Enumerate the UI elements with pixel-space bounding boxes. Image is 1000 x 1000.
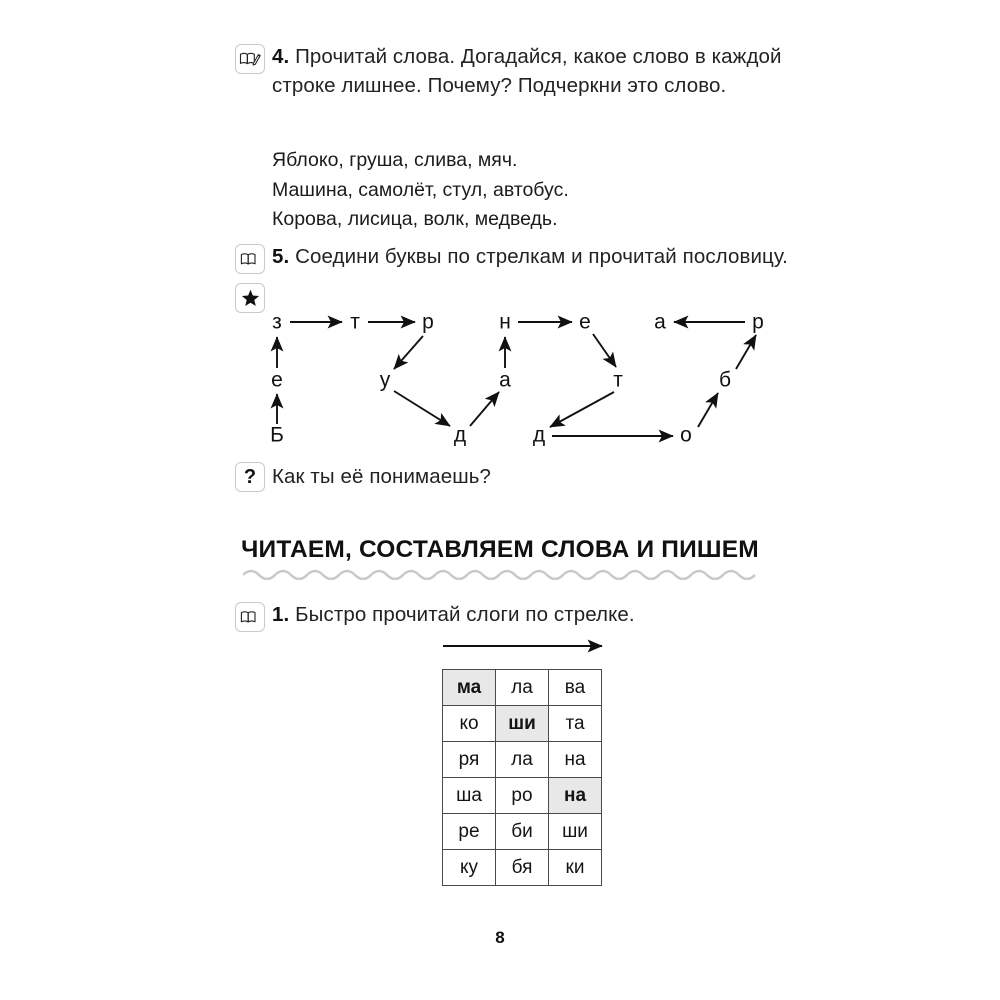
- task-1-number: 1.: [272, 603, 290, 626]
- task-1-icons: [228, 600, 272, 632]
- syllable-cell[interactable]: та: [549, 706, 602, 742]
- syllable-cell[interactable]: ши: [496, 706, 549, 742]
- question-mark-glyph: ?: [243, 466, 257, 488]
- word-line: Машина, самолёт, стул, автобус.: [272, 178, 569, 201]
- diagram-node: е: [271, 368, 283, 392]
- question-icons: [228, 460, 272, 492]
- question-mark-icon: [235, 462, 265, 492]
- task-5-instruction: Соедини буквы по стрелкам и прочитай пословицу.: [295, 245, 788, 268]
- syllable-cell[interactable]: ку: [443, 850, 496, 886]
- syllable-cell[interactable]: бя: [496, 850, 549, 886]
- task-5-text: [272, 242, 788, 271]
- word-line: Корова, лисица, волк, медведь.: [272, 208, 558, 230]
- syllable-cell[interactable]: ла: [496, 742, 549, 778]
- task-4-text: [272, 42, 828, 100]
- diagram-node: б: [718, 368, 732, 392]
- diagram-node: а: [654, 310, 666, 334]
- task-1-block: [228, 600, 828, 632]
- task-1-text: [272, 600, 635, 629]
- task-1-instruction: Быстро прочитай слоги по стрелке.: [295, 603, 635, 626]
- syllable-cell[interactable]: на: [549, 742, 602, 778]
- syllable-cell[interactable]: на: [549, 778, 602, 814]
- wavy-divider: [243, 566, 757, 580]
- table-row: [443, 778, 602, 814]
- question-instruction: Как ты её понимаешь?: [272, 465, 492, 488]
- word-line: Яблоко, груша, слива, мяч.: [272, 149, 518, 171]
- table-row: [443, 850, 602, 886]
- table-row: [443, 814, 602, 850]
- diagram-node: у: [379, 368, 391, 392]
- book-pencil-icon: [235, 44, 265, 74]
- diagram-node: е: [579, 310, 591, 334]
- section-title: ЧИТАЕМ, СОСТАВЛЯЕМ СЛОВА И ПИШЕМ: [241, 536, 759, 563]
- syllable-cell[interactable]: ро: [496, 778, 549, 814]
- diagram-node: Б: [270, 423, 284, 447]
- syllable-cell[interactable]: ши: [549, 814, 602, 850]
- word-list: [272, 146, 569, 235]
- table-row: [443, 670, 602, 706]
- question-block: [228, 460, 828, 492]
- task-4-number: 4.: [272, 45, 290, 68]
- syllable-cell[interactable]: ма: [443, 670, 496, 706]
- book-icon: [235, 244, 265, 274]
- diagram-node: т: [350, 310, 360, 334]
- syllable-cell[interactable]: ко: [443, 706, 496, 742]
- syllable-cell[interactable]: ря: [443, 742, 496, 778]
- diagram-node: р: [752, 310, 764, 334]
- task-4-icons: [228, 42, 272, 74]
- book-icon: [235, 602, 265, 632]
- syllable-table: [442, 669, 602, 886]
- diagram-node: н: [499, 310, 511, 334]
- diagram-node: р: [422, 310, 434, 334]
- syllable-cell[interactable]: ре: [443, 814, 496, 850]
- diagram-node: т: [613, 368, 623, 392]
- syllable-cell[interactable]: ла: [496, 670, 549, 706]
- question-text: [272, 460, 491, 491]
- syllable-cell[interactable]: би: [496, 814, 549, 850]
- diagram-node: а: [499, 368, 511, 392]
- diagram-node: з: [272, 310, 282, 334]
- task-4-block: [228, 42, 828, 100]
- table-row: [443, 706, 602, 742]
- reading-direction-arrow-icon: [442, 638, 614, 654]
- task-5-number: 5.: [272, 245, 290, 268]
- syllable-cell[interactable]: ки: [549, 850, 602, 886]
- diagram-node: д: [532, 423, 546, 447]
- diagram-node: д: [453, 423, 467, 447]
- task-4-instruction: Прочитай слова. Догадайся, какое слово в каждой строке лишнее. Почему? Подчеркни это слово.: [272, 45, 782, 97]
- diagram-node: о: [680, 423, 692, 447]
- letters-arrow-diagram: [250, 300, 810, 460]
- page-number: 8: [495, 928, 505, 947]
- syllable-cell[interactable]: ша: [443, 778, 496, 814]
- syllable-cell[interactable]: ва: [549, 670, 602, 706]
- table-row: [443, 742, 602, 778]
